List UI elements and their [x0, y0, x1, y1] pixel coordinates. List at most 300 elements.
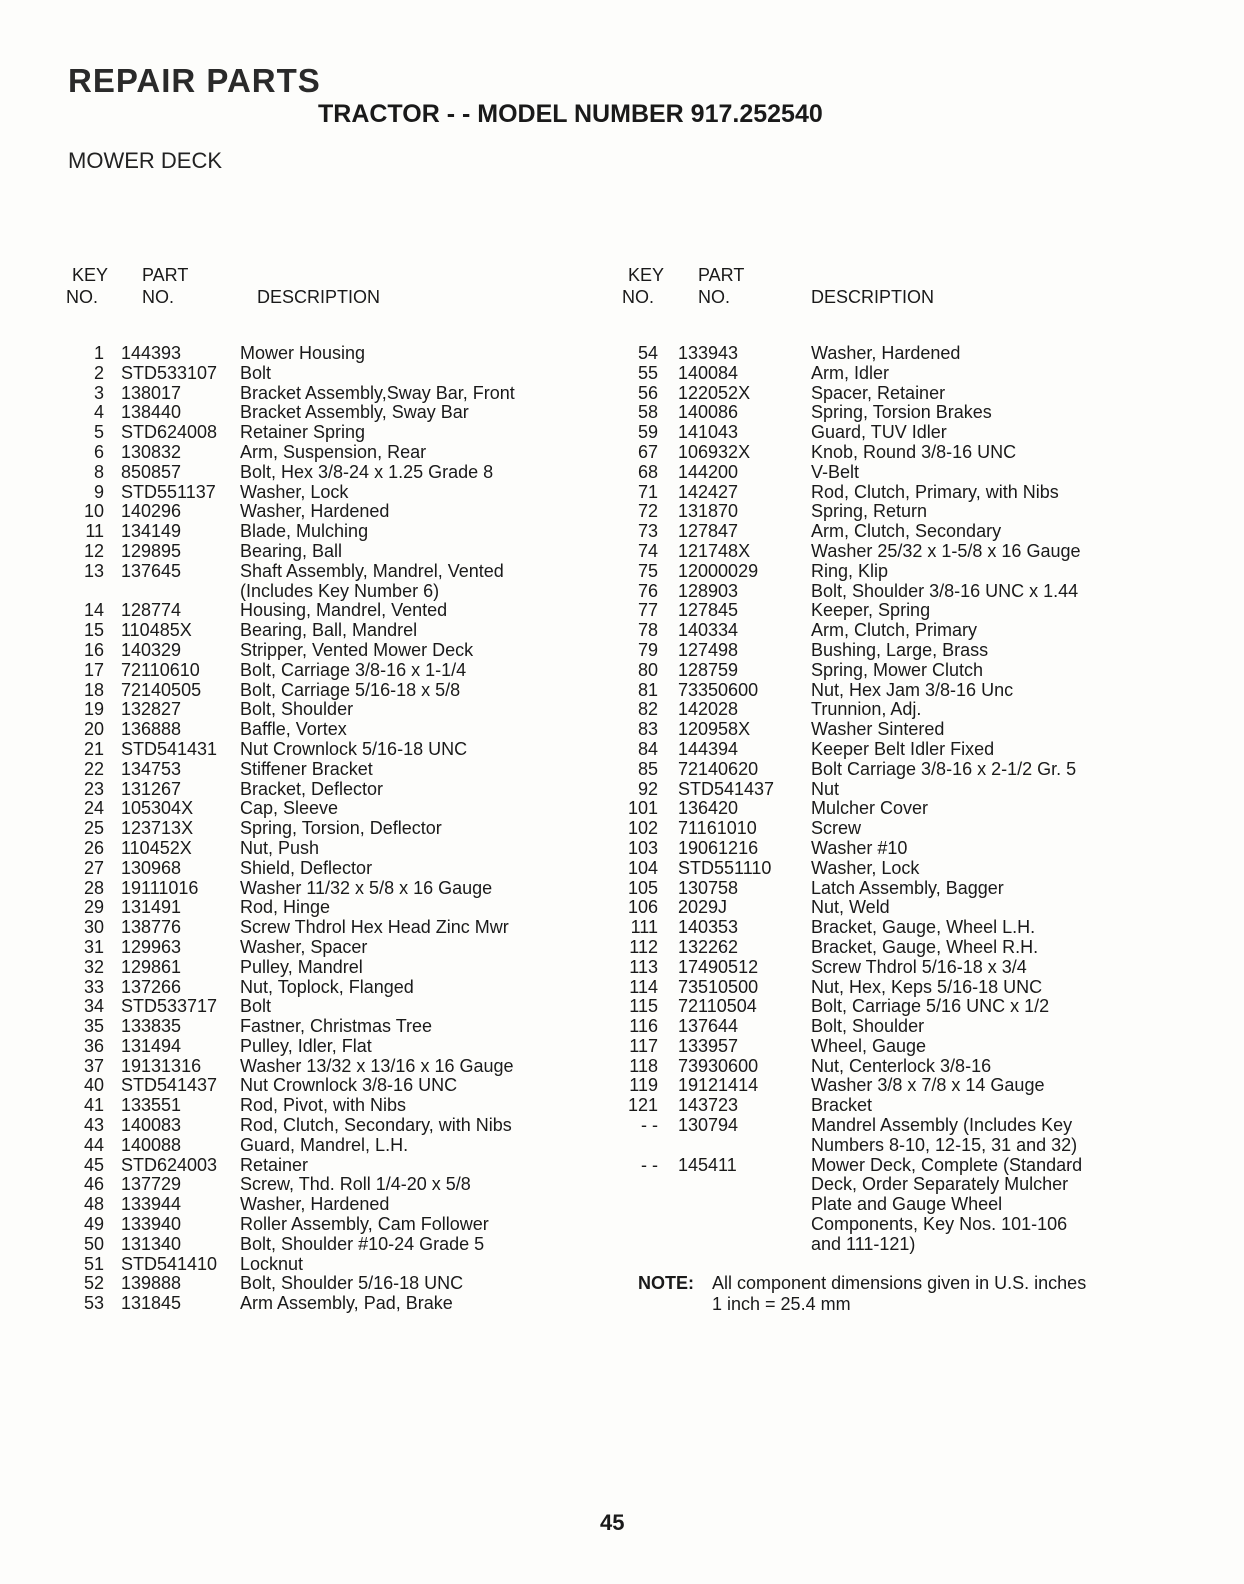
parts-rows-right [618, 344, 1138, 1255]
key-no-cell: 112 [629, 936, 658, 957]
part-no-cell: 140353 [678, 917, 739, 938]
description-cell: Washer, Spacer [240, 936, 368, 957]
description-cell: Nut Crownlock 3/8-16 UNC [240, 1075, 458, 1096]
description-cell: Latch Assembly, Bagger [811, 877, 1004, 898]
table-row [618, 1215, 1138, 1235]
key-no-cell: 46 [83, 1174, 104, 1195]
key-no-cell: 115 [629, 996, 658, 1017]
table-row [62, 1175, 622, 1195]
part-header-line2: NO. [142, 287, 175, 307]
key-no-cell: 10 [83, 501, 104, 522]
table-row [618, 344, 1138, 364]
part-no-cell: STD624003 [121, 1154, 218, 1175]
description-cell: Cap, Sleeve [240, 798, 339, 819]
table-row [62, 601, 622, 621]
part-no-cell: 12000029 [678, 560, 759, 581]
key-no-cell: 19 [83, 699, 104, 720]
part-no-cell: 120958X [678, 719, 751, 740]
part-no-cell: 144394 [678, 738, 739, 759]
key-no-cell: 14 [83, 600, 104, 621]
key-no-cell: 74 [637, 540, 658, 561]
part-no-cell: 138440 [121, 402, 182, 423]
description-cell: V-Belt [811, 461, 860, 482]
model-number-heading: TRACTOR - - MODEL NUMBER 917.252540 [318, 100, 823, 128]
description-cell: Retainer [240, 1154, 309, 1175]
table-row [618, 740, 1138, 760]
part-no-cell: 136420 [678, 798, 739, 819]
table-row [62, 1116, 622, 1136]
key-no-cell: 32 [83, 956, 104, 977]
part-no-cell: 73510500 [678, 976, 759, 997]
part-no-cell [658, 1195, 811, 1215]
description-cell: Washer 3/8 x 7/8 x 14 Gauge [811, 1075, 1045, 1096]
part-no-cell: 133940 [121, 1214, 182, 1235]
description-cell: Washer 25/32 x 1-5/8 x 16 Gauge [811, 540, 1081, 561]
part-no-cell: 106932X [678, 441, 751, 462]
table-row [62, 1076, 622, 1096]
table-row [62, 1096, 622, 1116]
part-no-cell: 121748X [678, 540, 751, 561]
note-line2: 1 inch = 25.4 mm [712, 1294, 851, 1314]
part-no-cell: 73930600 [678, 1055, 759, 1076]
table-row [62, 938, 622, 958]
key-no-cell: 103 [627, 837, 658, 858]
table-row [618, 780, 1138, 800]
part-no-cell: 132827 [121, 699, 182, 720]
part-no-cell: 143723 [678, 1095, 739, 1116]
part-no-cell: 133944 [121, 1194, 182, 1215]
description-cell: Rod, Clutch, Primary, with Nibs [811, 481, 1059, 502]
part-no-cell: STD541437 [678, 778, 775, 799]
part-no-cell: 127847 [678, 521, 739, 542]
parts-rows-left [62, 344, 622, 1314]
description-cell: Pulley, Mandrel [240, 956, 363, 977]
key-no-cell: 58 [637, 402, 658, 423]
description-cell: Trunnion, Adj. [811, 699, 922, 720]
key-no-cell: 29 [83, 897, 104, 918]
part-no-cell: 71161010 [678, 818, 757, 839]
description-cell: Numbers 8-10, 12-15, 31 and 32) [811, 1134, 1078, 1155]
table-row [618, 443, 1138, 463]
note [638, 1273, 1086, 1315]
table-row [618, 1195, 1138, 1215]
description-cell: Pulley, Idler, Flat [240, 1035, 372, 1056]
table-row [618, 938, 1138, 958]
key-no-cell: 59 [637, 422, 658, 443]
part-no-cell: 142028 [678, 699, 739, 720]
key-no-cell: 81 [637, 679, 658, 700]
description-cell: Knob, Round 3/8-16 UNC [811, 441, 1017, 462]
key-no-cell: 21 [83, 738, 104, 759]
key-no-cell: 68 [637, 461, 658, 482]
note-body [712, 1273, 1086, 1315]
key-no-cell: 48 [83, 1194, 104, 1215]
description-cell: Spring, Torsion Brakes [811, 402, 992, 423]
part-no-cell: 142427 [678, 481, 739, 502]
table-row [618, 978, 1138, 998]
table-row [62, 661, 622, 681]
table-row [618, 898, 1138, 918]
part-no-cell: 137266 [121, 976, 182, 997]
table-row [62, 799, 622, 819]
description-cell: Retainer Spring [240, 422, 366, 443]
part-no-cell [658, 1215, 811, 1235]
key-no-cell: 84 [637, 738, 658, 759]
table-row [62, 463, 622, 483]
part-no-cell: 129895 [121, 540, 182, 561]
key-no-cell: 6 [93, 441, 104, 462]
description-cell: Nut, Centerlock 3/8-16 [811, 1055, 992, 1076]
table-row [62, 681, 622, 701]
table-row [618, 403, 1138, 423]
part-no-cell: 132262 [678, 936, 739, 957]
description-cell: Guard, Mandrel, L.H. [240, 1134, 409, 1155]
key-no-cell: - - [641, 1154, 658, 1175]
part-no-cell: 19061216 [678, 837, 759, 858]
table-row [62, 1195, 622, 1215]
table-row [618, 641, 1138, 661]
table-row [618, 384, 1138, 404]
table-row [618, 1096, 1138, 1116]
part-no-cell [658, 1136, 811, 1156]
part-no-cell: 133551 [121, 1095, 182, 1116]
description-cell: Bracket Assembly,Sway Bar, Front [240, 382, 515, 403]
part-no-cell: 133835 [121, 1016, 182, 1037]
key-no-cell: 8 [93, 461, 104, 482]
table-row [618, 562, 1138, 582]
table-row [62, 502, 622, 522]
description-cell: Washer Sintered [811, 719, 945, 740]
key-no-cell: 118 [629, 1055, 658, 1076]
key-no-cell [62, 582, 104, 602]
parts-table-left [62, 263, 622, 1314]
description-cell: Bolt, Shoulder 3/8-16 UNC x 1.44 [811, 580, 1079, 601]
key-no-cell: 1 [93, 343, 104, 363]
key-no-cell: 26 [83, 837, 104, 858]
description-cell: Guard, TUV Idler [811, 422, 947, 443]
key-no-cell: 16 [83, 639, 104, 660]
key-no-cell: 71 [637, 481, 658, 502]
description-cell: Blade, Mulching [240, 521, 369, 542]
description-cell: Screw Thdrol Hex Head Zinc Mwr [240, 917, 509, 938]
part-no-cell: STD624008 [121, 422, 218, 443]
table-row [62, 760, 622, 780]
key-no-cell: 31 [83, 936, 104, 957]
description-cell: Wheel, Gauge [811, 1035, 927, 1056]
part-header-line1: PART [142, 265, 189, 285]
description-cell: Washer, Lock [811, 857, 920, 878]
description-cell: Washer, Lock [240, 481, 349, 502]
key-no-cell: 114 [629, 976, 658, 997]
part-no-cell: 19131316 [121, 1055, 202, 1076]
key-no-cell: 3 [93, 382, 104, 403]
description-cell: Bolt, Shoulder 5/16-18 UNC [240, 1273, 464, 1294]
description-cell: Components, Key Nos. 101-106 [811, 1214, 1068, 1235]
description-cell: Roller Assembly, Cam Follower [240, 1214, 489, 1235]
part-no-cell: 141043 [678, 422, 739, 443]
description-header: DESCRIPTION [257, 287, 381, 307]
part-no-cell: STD551137 [121, 481, 216, 502]
table-row [62, 720, 622, 740]
table-row [62, 582, 622, 602]
part-header-line2: NO. [698, 287, 731, 307]
table-row [618, 542, 1138, 562]
part-no-cell: 140083 [121, 1115, 182, 1136]
table-row [62, 364, 622, 384]
table-header-right [618, 263, 1138, 313]
description-cell: Bracket, Gauge, Wheel L.H. [811, 917, 1036, 938]
key-no-cell: 35 [83, 1016, 104, 1037]
key-no-cell: 116 [629, 1016, 658, 1037]
part-no-cell: 145411 [678, 1154, 737, 1175]
description-cell: Locknut [240, 1253, 304, 1274]
table-row [62, 839, 622, 859]
table-row [62, 1136, 622, 1156]
key-header-line1: KEY [628, 265, 665, 285]
table-row [62, 1255, 622, 1275]
table-row [618, 1156, 1138, 1176]
description-cell: Bolt, Carriage 5/16 UNC x 1/2 [811, 996, 1050, 1017]
key-no-cell: 105 [627, 877, 658, 898]
table-row [62, 483, 622, 503]
description-cell: Bolt, Shoulder [240, 699, 354, 720]
table-row [618, 700, 1138, 720]
description-cell: Arm Assembly, Pad, Brake [240, 1293, 453, 1314]
table-header-left [62, 263, 622, 313]
table-row [618, 958, 1138, 978]
part-no-cell [104, 582, 240, 602]
key-no-cell: 28 [83, 877, 104, 898]
table-row [618, 522, 1138, 542]
key-no-cell: 72 [637, 501, 658, 522]
table-row [62, 542, 622, 562]
table-row [618, 879, 1138, 899]
part-no-cell: 130758 [678, 877, 739, 898]
key-no-cell: 52 [83, 1273, 104, 1294]
description-cell: Shaft Assembly, Mandrel, Vented [240, 560, 504, 581]
key-no-cell: 51 [83, 1253, 104, 1274]
part-no-cell: 137729 [121, 1174, 182, 1195]
table-row [618, 1057, 1138, 1077]
key-no-cell: 80 [637, 659, 658, 680]
description-cell: Mower Deck, Complete (Standard [811, 1154, 1083, 1175]
key-no-cell: 30 [83, 917, 104, 938]
part-no-cell: 129861 [121, 956, 182, 977]
part-no-cell: 140334 [678, 620, 739, 641]
key-no-cell: 102 [627, 818, 658, 839]
description-cell: Plate and Gauge Wheel [811, 1194, 1003, 1215]
table-row [62, 384, 622, 404]
key-no-cell: 27 [83, 857, 104, 878]
part-no-cell: STD551110 [678, 857, 772, 878]
key-no-cell: 78 [637, 620, 658, 641]
part-no-cell: 140084 [678, 362, 739, 383]
key-no-cell: 12 [83, 540, 104, 561]
note-label: NOTE: [638, 1273, 694, 1293]
description-cell: Fastner, Christmas Tree [240, 1016, 433, 1037]
part-no-cell: 19121414 [678, 1075, 759, 1096]
part-no-cell: 72140620 [678, 758, 759, 779]
description-cell: Rod, Pivot, with Nibs [240, 1095, 407, 1116]
key-no-cell: 36 [83, 1035, 104, 1056]
key-no-cell: 44 [83, 1134, 104, 1155]
part-no-cell: 131845 [121, 1293, 182, 1314]
description-cell: Washer #10 [811, 837, 908, 858]
description-cell: Screw, Thd. Roll 1/4-20 x 5/8 [240, 1174, 471, 1195]
part-no-cell: 133957 [678, 1035, 739, 1056]
page-number: 45 [600, 1510, 625, 1535]
part-no-cell: 131870 [678, 501, 739, 522]
description-cell: Mandrel Assembly (Includes Key [811, 1115, 1073, 1136]
part-no-cell: 137645 [121, 560, 182, 581]
description-cell: Nut, Weld [811, 897, 890, 918]
section-heading: MOWER DECK [68, 148, 222, 173]
key-no-cell: 54 [637, 343, 658, 363]
key-no-cell: 25 [83, 818, 104, 839]
description-cell: Stiffener Bracket [240, 758, 373, 779]
description-cell: Keeper Belt Idler Fixed [811, 738, 995, 759]
table-row [62, 958, 622, 978]
part-no-cell: 134149 [121, 521, 182, 542]
table-row [62, 344, 622, 364]
description-cell: Deck, Order Separately Mulcher [811, 1174, 1069, 1195]
description-cell: Stripper, Vented Mower Deck [240, 639, 474, 660]
table-row [62, 1017, 622, 1037]
key-no-cell [618, 1175, 658, 1195]
description-cell: and 111-121) [811, 1233, 916, 1254]
description-cell: Mower Housing [240, 343, 366, 363]
key-no-cell: 34 [83, 996, 104, 1017]
part-no-cell: STD541410 [121, 1253, 218, 1274]
key-no-cell: 55 [637, 362, 658, 383]
table-row [618, 997, 1138, 1017]
description-cell: Housing, Mandrel, Vented [240, 600, 448, 621]
part-no-cell: 139888 [121, 1273, 182, 1294]
description-cell: Bolt [240, 996, 272, 1017]
table-row [62, 443, 622, 463]
description-cell: (Includes Key Number 6) [240, 580, 440, 601]
note-line1: All component dimensions given in U.S. inches [712, 1273, 1087, 1293]
description-cell: Washer 13/32 x 13/16 x 16 Gauge [240, 1055, 514, 1076]
table-row [62, 1037, 622, 1057]
key-no-cell: 49 [83, 1214, 104, 1235]
table-row [618, 859, 1138, 879]
description-header: DESCRIPTION [811, 287, 935, 307]
key-no-cell: 50 [83, 1233, 104, 1254]
description-cell: Bracket, Deflector [240, 778, 384, 799]
description-cell: Screw Thdrol 5/16-18 x 3/4 [811, 956, 1027, 977]
part-no-cell: 122052X [678, 382, 751, 403]
key-no-cell: 83 [637, 719, 658, 740]
part-no-cell: 134753 [121, 758, 182, 779]
key-no-cell: 17 [83, 659, 104, 680]
part-no-cell: 130968 [121, 857, 182, 878]
description-cell: Bolt, Carriage 5/16-18 x 5/8 [240, 679, 461, 700]
table-row [62, 641, 622, 661]
table-row [618, 681, 1138, 701]
key-no-cell: 40 [83, 1075, 104, 1096]
table-row [62, 978, 622, 998]
key-no-cell: 15 [83, 620, 104, 641]
part-no-cell: 127498 [678, 639, 739, 660]
table-row [618, 1017, 1138, 1037]
table-row [618, 839, 1138, 859]
part-no-cell: 144200 [678, 461, 739, 482]
description-cell: Nut, Toplock, Flanged [240, 976, 414, 997]
part-no-cell: STD541431 [121, 738, 218, 759]
description-cell: Washer, Hardened [240, 501, 390, 522]
part-header-line1: PART [698, 265, 745, 285]
part-no-cell: 73350600 [678, 679, 759, 700]
description-cell: Baffle, Vortex [240, 719, 347, 740]
part-no-cell: 144393 [121, 343, 182, 363]
description-cell: Washer 11/32 x 5/8 x 16 Gauge [240, 877, 493, 898]
description-cell: Bearing, Ball [240, 540, 343, 561]
description-cell: Bolt, Shoulder [811, 1016, 925, 1037]
key-no-cell: 77 [637, 600, 658, 621]
table-row [618, 819, 1138, 839]
key-header-line2: NO. [66, 287, 99, 307]
description-cell: Nut [811, 778, 840, 799]
table-row [618, 621, 1138, 641]
key-no-cell: 56 [637, 382, 658, 403]
table-row [618, 1037, 1138, 1057]
table-row [62, 898, 622, 918]
key-no-cell: 113 [629, 956, 658, 977]
description-cell: Screw [811, 818, 862, 839]
description-cell: Spring, Return [811, 501, 928, 522]
table-row [62, 780, 622, 800]
description-cell: Shield, Deflector [240, 857, 373, 878]
key-no-cell: 23 [83, 778, 104, 799]
key-no-cell: 104 [627, 857, 658, 878]
part-no-cell: 2029J [678, 897, 728, 918]
table-row [62, 918, 622, 938]
table-row [62, 403, 622, 423]
description-cell: Spacer, Retainer [811, 382, 946, 403]
description-cell: Ring, Klip [811, 560, 889, 581]
table-row [62, 1215, 622, 1235]
description-cell: Nut, Hex, Keps 5/16-18 UNC [811, 976, 1043, 997]
table-row [618, 1175, 1138, 1195]
part-no-cell: STD533107 [121, 362, 218, 383]
table-row [62, 740, 622, 760]
table-row [618, 661, 1138, 681]
table-row [618, 582, 1138, 602]
part-no-cell: 140296 [121, 501, 182, 522]
key-no-cell: 106 [627, 897, 658, 918]
parts-table-right [618, 263, 1138, 1255]
description-cell: Rod, Clutch, Secondary, with Nibs [240, 1115, 512, 1136]
table-row [62, 1235, 622, 1255]
part-no-cell: 128759 [678, 659, 739, 680]
key-no-cell: 85 [637, 758, 658, 779]
key-no-cell: 117 [629, 1035, 658, 1056]
part-no-cell: 127845 [678, 600, 739, 621]
table-row [618, 1116, 1138, 1136]
part-no-cell: 140086 [678, 402, 739, 423]
key-no-cell [618, 1136, 658, 1156]
table-row [618, 1136, 1138, 1156]
key-no-cell: 101 [627, 798, 658, 819]
description-cell: Keeper, Spring [811, 600, 931, 621]
key-no-cell: 18 [83, 679, 104, 700]
key-no-cell: 2 [93, 362, 104, 383]
table-row [62, 700, 622, 720]
description-cell: Rod, Hinge [240, 897, 331, 918]
part-no-cell: 130794 [678, 1115, 739, 1136]
description-cell: Mulcher Cover [811, 798, 929, 819]
